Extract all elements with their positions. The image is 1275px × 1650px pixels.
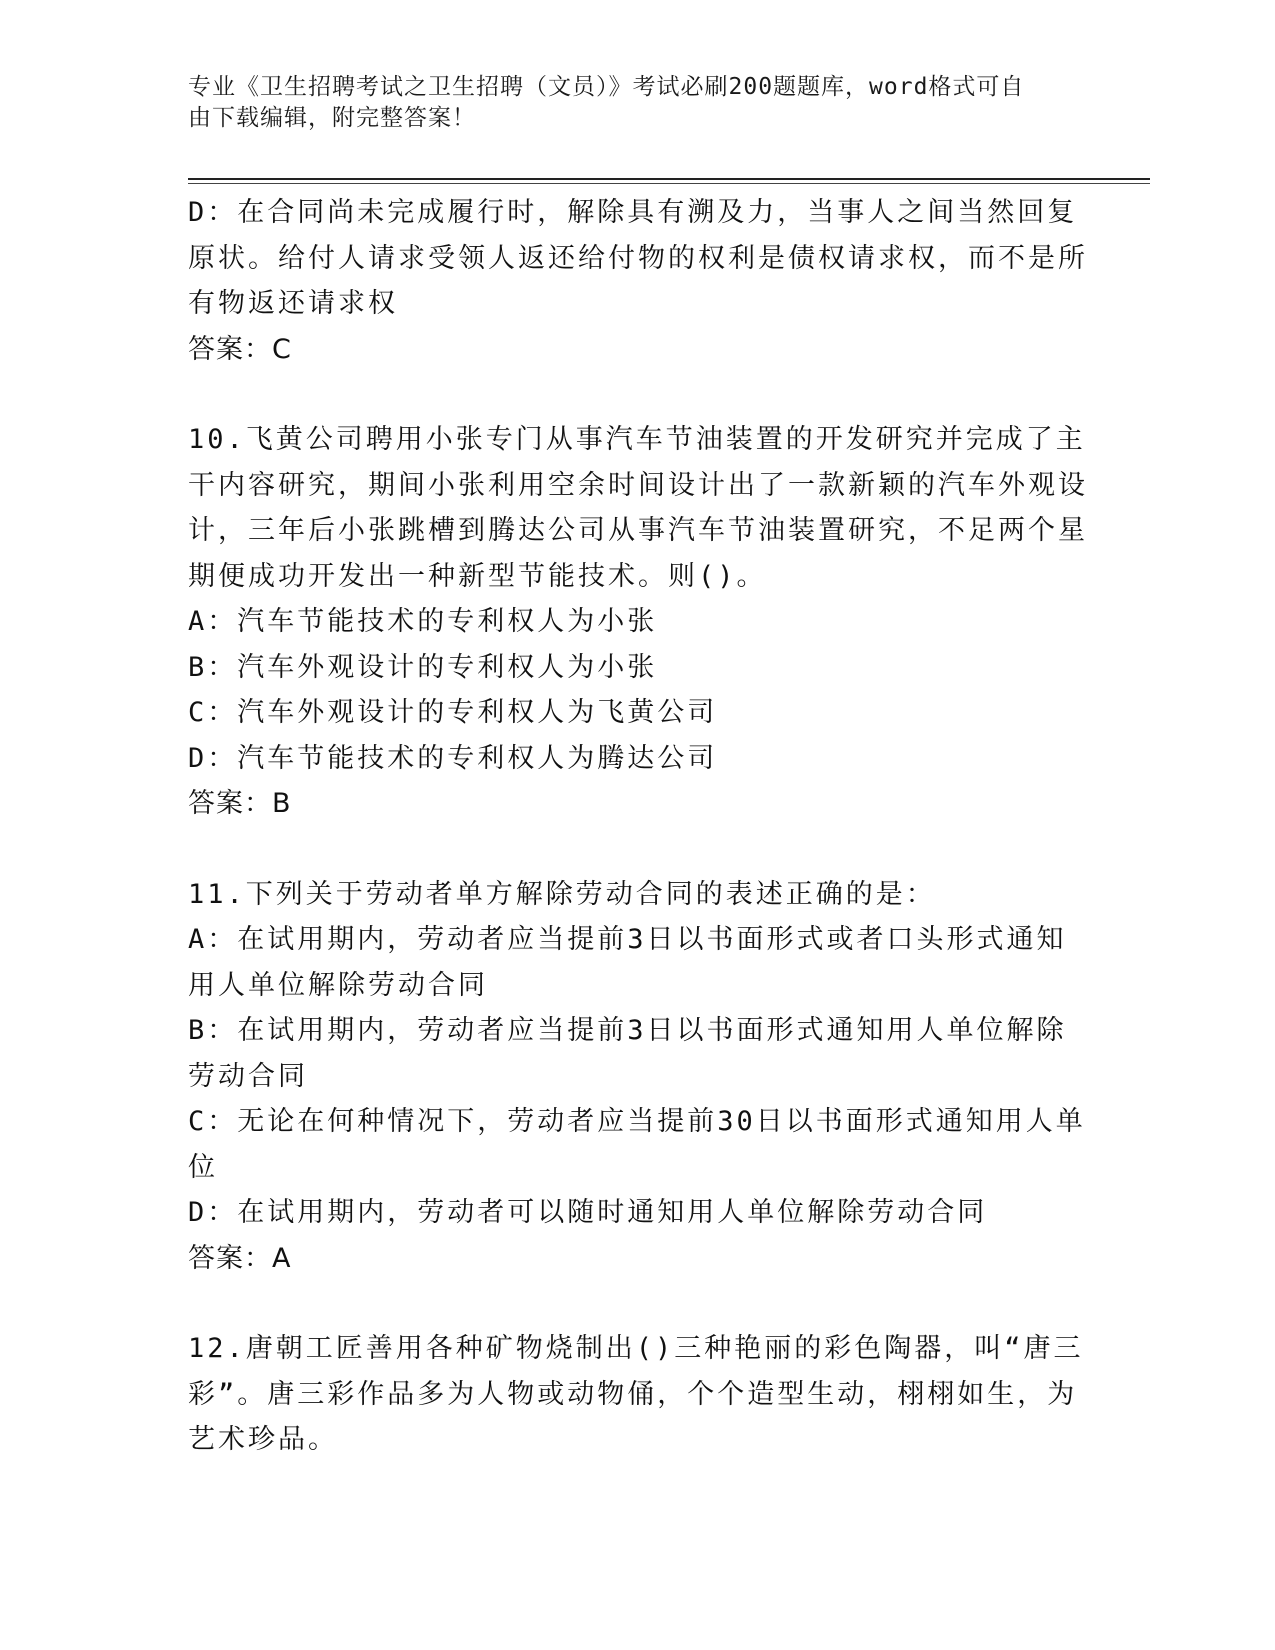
page-header bbox=[188, 72, 1088, 134]
document-body bbox=[188, 190, 1088, 1463]
q10-option-d: D：汽车节能技术的专利权人为腾达公司 bbox=[188, 742, 718, 774]
header-title-line-2: 由下载编辑，附完整答案！ bbox=[188, 105, 476, 131]
q9-option-d: D：在合同尚未完成履行时，解除具有溯及力，当事人之间当然回复原状。给付人请求受领人返还给付物的权利是债权请求权，而不是所有物返还请求权 bbox=[188, 197, 1088, 319]
q11-stem: 11.下列关于劳动者单方解除劳动合同的表述正确的是： bbox=[188, 878, 936, 910]
header-title-line-1: 专业《卫生招聘考试之卫生招聘（文员）》考试必刷200题题库，word格式可自 bbox=[188, 74, 1025, 100]
q10-option-b: B：汽车外观设计的专利权人为小张 bbox=[188, 651, 658, 683]
header-divider-thin bbox=[188, 183, 1150, 184]
q11-option-d: D：在试用期内，劳动者可以随时通知用人单位解除劳动合同 bbox=[188, 1197, 988, 1228]
q11-answer: 答案：A bbox=[188, 1242, 292, 1274]
q9-answer: 答案：C bbox=[188, 333, 292, 365]
q11-option-b: B：在试用期内，劳动者应当提前3日以书面形式通知用人单位解除劳动合同 bbox=[188, 1015, 1067, 1092]
question-9-tail bbox=[188, 190, 1088, 372]
question-12 bbox=[188, 1326, 1088, 1463]
spacer bbox=[188, 1281, 1088, 1326]
spacer bbox=[188, 372, 1088, 417]
question-11 bbox=[188, 872, 1088, 1282]
question-10 bbox=[188, 417, 1088, 827]
q10-stem: 10.飞黄公司聘用小张专门从事汽车节油装置的开发研究并完成了主干内容研究，期间小张利用空余时间设计出了一款新颖的汽车外观设计，三年后小张跳槽到腾达公司从事汽车节油装置研究，不足两个星期便成功开发出一种新型节能技术。则()。 bbox=[188, 424, 1088, 592]
q11-option-c: C：无论在何种情况下，劳动者应当提前30日以书面形式通知用人单位 bbox=[188, 1106, 1086, 1183]
q10-option-a: A：汽车节能技术的专利权人为小张 bbox=[188, 606, 658, 637]
q10-option-c: C：汽车外观设计的专利权人为飞黄公司 bbox=[188, 697, 718, 728]
q12-stem: 12.唐朝工匠善用各种矿物烧制出()三种艳丽的彩色陶器，叫“唐三彩”。唐三彩作品多为人物或动物俑，个个造型生动，栩栩如生，为艺术珍品。 bbox=[188, 1333, 1084, 1455]
header-divider-thick bbox=[188, 178, 1150, 180]
q11-option-a: A：在试用期内，劳动者应当提前3日以书面形式或者口头形式通知用人单位解除劳动合同 bbox=[188, 924, 1067, 1001]
q10-answer: 答案：B bbox=[188, 788, 292, 819]
spacer bbox=[188, 827, 1088, 872]
